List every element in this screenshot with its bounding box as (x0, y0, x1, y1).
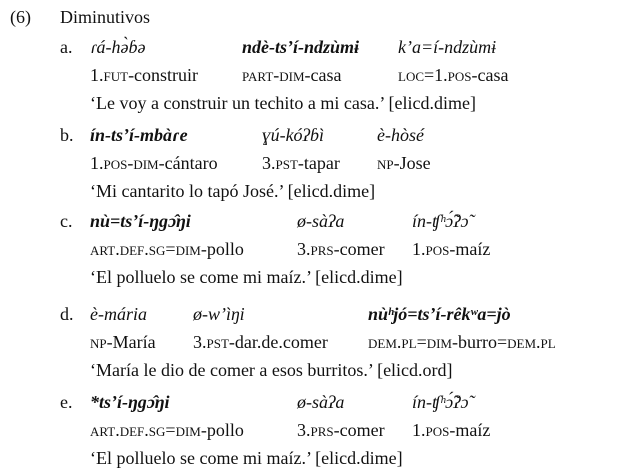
gloss-segment: -pollo (200, 420, 244, 440)
gloss-segment: np (90, 332, 107, 352)
gloss (412, 240, 490, 258)
gloss-segment: -construir (128, 65, 199, 85)
gloss (297, 421, 385, 439)
gloss-segment: -cántaro (158, 153, 218, 173)
gloss (377, 154, 431, 172)
gloss-segment: -tapar (297, 153, 340, 173)
gloss (262, 154, 340, 172)
vernacular-word: k’a=í-ndzùmɨ (398, 37, 497, 57)
vernacular-word: è-hòsé (377, 125, 424, 145)
gloss-segment: part-dim (242, 65, 305, 85)
vernacular-word: *ts’í-ŋgɔ̂ŋi (90, 392, 170, 412)
vernacular-word: ɾá-hə̀ɓə (90, 37, 146, 57)
gloss (90, 421, 244, 439)
vernacular-word: ín-ʧʰɔ̃́ʔɔ̃ (412, 392, 469, 412)
gloss-segment: -comer (333, 239, 385, 259)
translation: ‘El polluelo se come mi maíz.’ [elicd.dime] (90, 448, 403, 468)
gloss-segment: = (416, 332, 427, 352)
gloss (90, 66, 198, 84)
gloss (297, 240, 385, 258)
vernacular-word: nù=ts’í-ŋgɔ̂ŋi (90, 211, 191, 231)
gloss (398, 66, 508, 84)
gloss-segment: 1. (90, 153, 104, 173)
gloss (368, 333, 556, 351)
vernacular-word: ín-ʧʰɔ̃́ʔɔ̃ (412, 211, 469, 231)
vernacular-word: ø-w’ìŋi (193, 304, 245, 324)
gloss-segment: np (377, 153, 394, 173)
gloss (193, 333, 328, 351)
gloss-segment: dem.pl (368, 332, 417, 352)
gloss-segment: 1. (412, 239, 426, 259)
vernacular-word: nùʰjó=ts’í-rêkʷa=jò (368, 304, 511, 324)
gloss (90, 240, 244, 258)
gloss-segment: -maíz (449, 420, 491, 440)
gloss-segment: pos (425, 420, 450, 440)
gloss-segment: dim (175, 239, 201, 259)
gloss-segment: pos (447, 65, 472, 85)
vernacular-word: ín-ts’í-mbàɾe (90, 125, 188, 145)
translation: ‘María le dio de comer a esos burritos.’ [elicd.ord] (90, 360, 453, 380)
gloss-segment: 3. (262, 153, 276, 173)
gloss-segment: pos-dim (103, 153, 159, 173)
gloss-segment: -dar.de.comer (228, 332, 328, 352)
gloss-segment: -María (106, 332, 156, 352)
item-label: d. (60, 304, 74, 324)
gloss-segment: 1. (90, 65, 104, 85)
item-label: a. (60, 37, 73, 57)
gloss-segment: pst (206, 332, 229, 352)
gloss-segment: dem.pl (507, 332, 556, 352)
gloss-segment: pst (275, 153, 298, 173)
gloss-segment: -pollo (200, 239, 244, 259)
gloss (412, 421, 490, 439)
vernacular-word: ø-sàʔa (297, 211, 345, 231)
gloss-segment: 1. (412, 420, 426, 440)
gloss-segment: 3. (193, 332, 207, 352)
vernacular-word: è-mária (90, 304, 147, 324)
gloss-segment: =1. (424, 65, 448, 85)
gloss-segment: = (165, 420, 176, 440)
example-title: Diminutivos (60, 7, 151, 27)
example-number: (6) (10, 7, 31, 27)
item-label: e. (60, 392, 73, 412)
gloss-segment: 3. (297, 420, 311, 440)
gloss-segment: fut (103, 65, 129, 85)
gloss (90, 333, 156, 351)
gloss-segment: art.def.sg (90, 420, 166, 440)
gloss-segment: -comer (333, 420, 385, 440)
gloss-segment: -maíz (449, 239, 491, 259)
vernacular-word: ø-sàʔa (297, 392, 345, 412)
gloss-segment: pos (425, 239, 450, 259)
translation: ‘Mi cantarito lo tapó José.’ [elicd.dime] (90, 181, 376, 201)
gloss-segment: -casa (304, 65, 342, 85)
item-label: c. (60, 211, 73, 231)
gloss-segment: art.def.sg (90, 239, 166, 259)
gloss-segment: -Jose (393, 153, 431, 173)
translation: ‘Le voy a construir un techito a mi casa.’ [elicd.dime] (90, 93, 477, 113)
gloss-segment: dim (175, 420, 201, 440)
gloss-segment: = (165, 239, 176, 259)
gloss-segment: loc (398, 65, 424, 85)
translation: ‘El polluelo se come mi maíz.’ [elicd.dime] (90, 267, 403, 287)
gloss (90, 154, 218, 172)
item-label: b. (60, 125, 74, 145)
gloss-segment: prs (310, 420, 334, 440)
vernacular-word: ɣú-kóʔɓì (262, 125, 324, 145)
gloss (242, 66, 342, 84)
gloss-segment: -burro= (452, 332, 508, 352)
vernacular-word: ndè-ts’í-ndzùmɨ (242, 37, 360, 57)
gloss-segment: dim (426, 332, 452, 352)
gloss-segment: 3. (297, 239, 311, 259)
gloss-segment: prs (310, 239, 334, 259)
gloss-segment: -casa (471, 65, 509, 85)
